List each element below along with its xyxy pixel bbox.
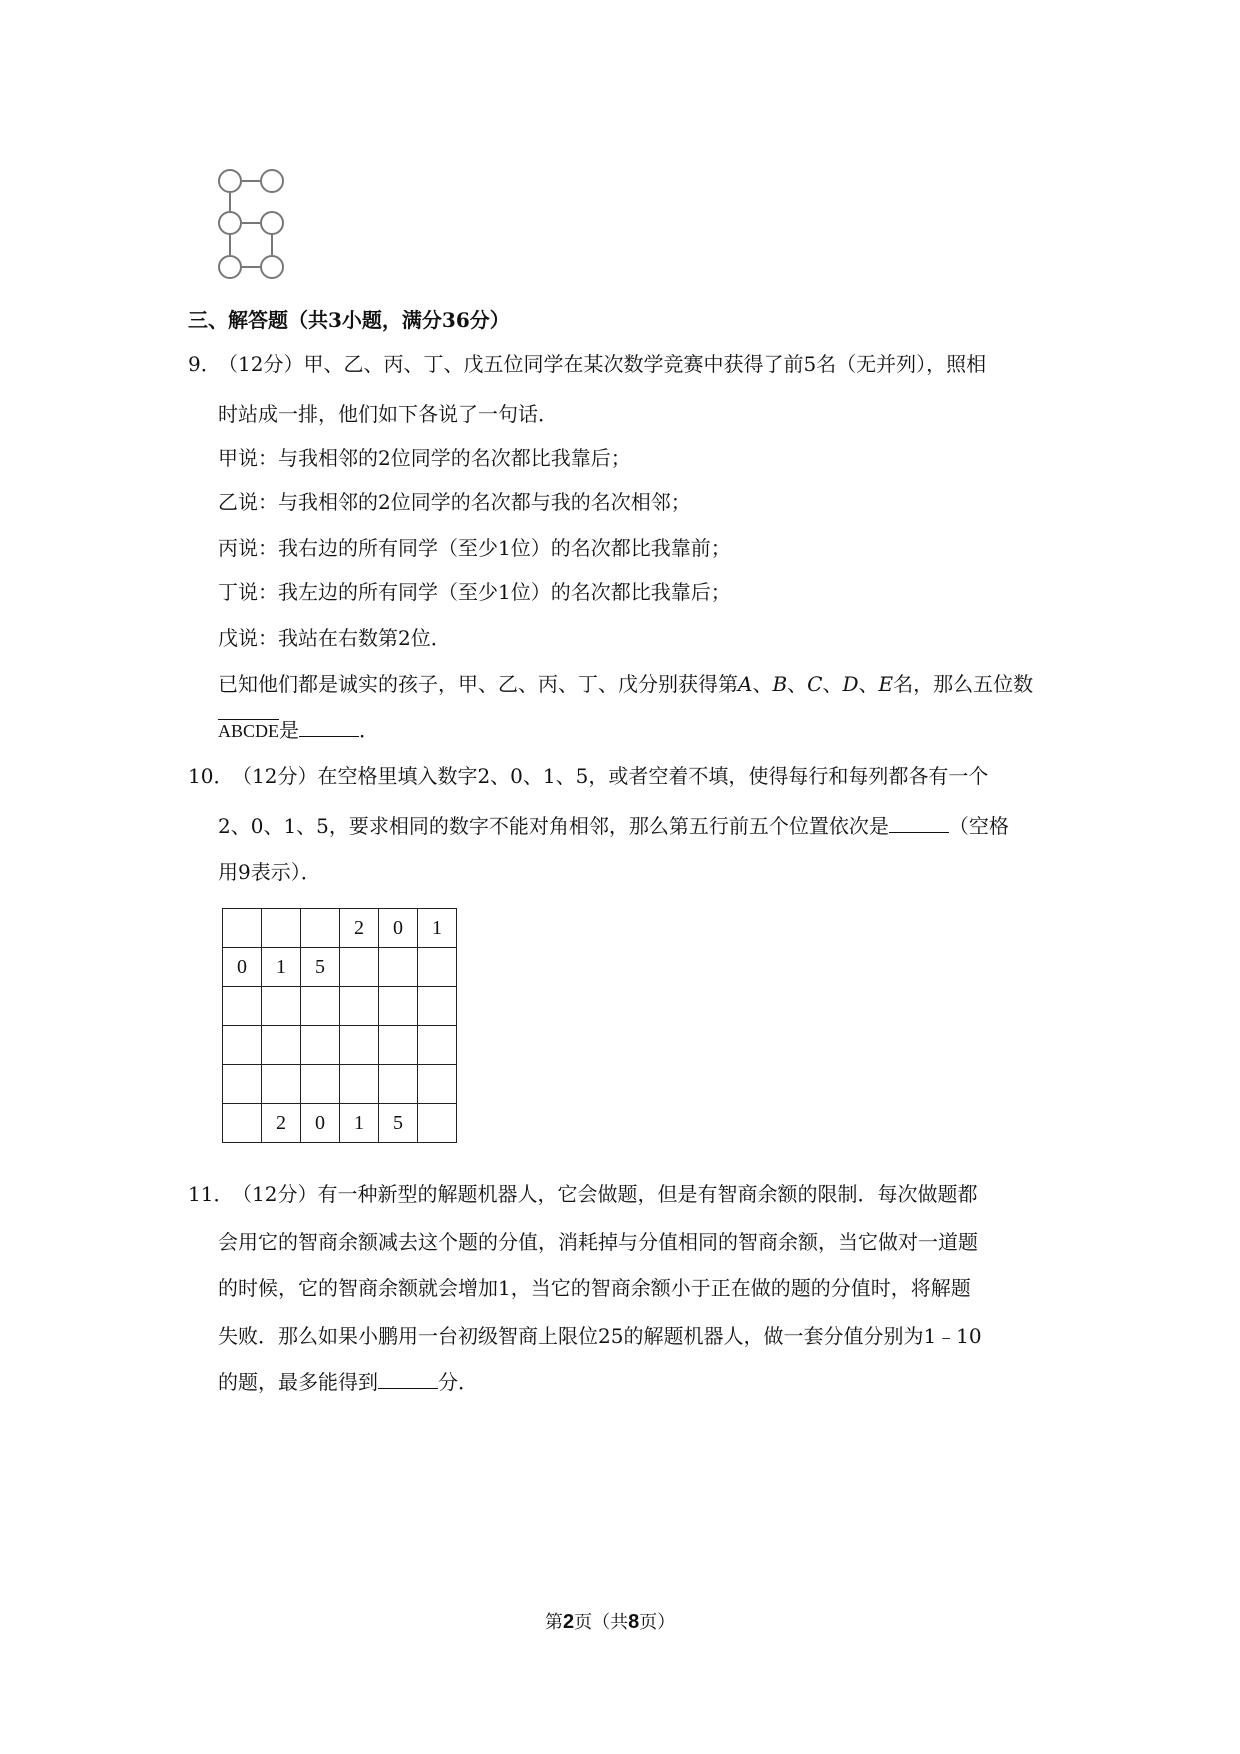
- grid-row: [223, 909, 457, 948]
- page-footer: [545, 1608, 675, 1634]
- question-10-number: 10．: [188, 764, 234, 788]
- letter-c: C: [807, 672, 823, 696]
- question-9-line-8: 已知他们都是诚实的孩子，甲、乙、丙、丁、戊分别获得第A、B、C、D、E名，那么五位数: [218, 672, 1034, 696]
- footer-mid: 页（共: [574, 1612, 629, 1633]
- letter-b: B: [772, 672, 788, 696]
- grid-cell: 1: [418, 909, 457, 948]
- question-9-answer-line: [218, 716, 379, 744]
- grid-row: [223, 1104, 457, 1143]
- grid-cell: [301, 909, 340, 948]
- question-9-suffix: 名，那么五位数: [893, 672, 1034, 696]
- question-9-prefix: 已知他们都是诚实的孩子，甲、乙、丙、丁、戊分别获得第: [218, 672, 738, 696]
- question-11-number: 11．: [188, 1182, 234, 1206]
- grid-cell: [379, 1026, 418, 1065]
- question-11-line-5-text: 的题，最多能得到: [218, 1370, 378, 1394]
- grid-cell: 0: [223, 948, 262, 987]
- answer-blank-11: [378, 1370, 438, 1389]
- circles-diagram: [218, 166, 298, 282]
- question-11-line-2: 会用它的智商余额减去这个题的分值，消耗掉与分值相同的智商余额，当它做对一道题: [218, 1230, 978, 1254]
- grid-cell: [262, 909, 301, 948]
- grid-cell: [262, 987, 301, 1026]
- question-11-line-3: 的时候，它的智商余额就会增加1，当它的智商余额小于正在做的题的分值时，将解题: [218, 1276, 971, 1300]
- number-grid: [222, 908, 457, 1143]
- grid-cell: [418, 987, 457, 1026]
- grid-cell: [418, 1104, 457, 1143]
- footer-suffix: 页）: [639, 1612, 676, 1633]
- grid-cell: 0: [379, 909, 418, 948]
- question-10-line-2-suffix: （空格: [948, 814, 1009, 838]
- answer-blank-9: [299, 718, 359, 737]
- grid-cell: 2: [262, 1104, 301, 1143]
- grid-cell: [418, 948, 457, 987]
- grid-cell: [262, 1026, 301, 1065]
- question-10-line-3: 用9表示）．: [218, 860, 321, 884]
- letter-d: D: [842, 672, 859, 696]
- grid-cell: 1: [262, 948, 301, 987]
- grid-cell: [223, 1026, 262, 1065]
- grid-cell: [340, 1026, 379, 1065]
- question-10-line-1: （12分）在空格里填入数字2、0、1、5，或者空着不填，使得每行和每列都各有一个: [232, 764, 989, 788]
- question-9-line-3: 甲说：与我相邻的2位同学的名次都比我靠后；: [218, 446, 631, 470]
- footer-page-number: 2: [563, 1611, 575, 1633]
- grid-cell: [418, 1065, 457, 1104]
- question-9-answer-text: 是: [279, 718, 300, 742]
- grid-row: [223, 1026, 457, 1065]
- question-11-line-4: 失败．那么如果小鹏用一台初级智商上限位25的解题机器人，做一套分值分别为1﹣10: [218, 1324, 982, 1348]
- overline-abcde: ABCDE: [218, 721, 280, 741]
- grid-cell: [223, 1065, 262, 1104]
- question-9-line-4: 乙说：与我相邻的2位同学的名次都与我的名次相邻；: [218, 490, 691, 514]
- question-9-line-2: 时站成一排，他们如下各说了一句话．: [218, 402, 558, 426]
- grid-cell: 5: [379, 1104, 418, 1143]
- grid-row: [223, 1065, 457, 1104]
- grid-cell: [379, 1065, 418, 1104]
- grid-cell: [379, 948, 418, 987]
- grid-cell: [223, 987, 262, 1026]
- section-title: 三、解答题（共3小题，满分36分）: [188, 308, 510, 332]
- grid-cell: 5: [301, 948, 340, 987]
- question-9-line-1: （12分）甲、乙、丙、丁、戊五位同学在某次数学竞赛中获得了前5名（无并列），照相: [218, 352, 987, 376]
- grid-cell: [301, 1065, 340, 1104]
- question-9-line-7: 戊说：我站在右数第2位．: [218, 626, 451, 650]
- grid-cell: [379, 987, 418, 1026]
- footer-prefix: 第: [545, 1612, 563, 1633]
- grid-cell: [301, 1026, 340, 1065]
- grid-cell: [418, 1026, 457, 1065]
- grid-row: [223, 987, 457, 1026]
- letter-a: A: [738, 672, 753, 696]
- question-11-line-5: [218, 1368, 478, 1396]
- question-11-end: 分．: [438, 1370, 478, 1394]
- footer-total-pages: 8: [628, 1611, 640, 1633]
- grid-cell: [223, 1104, 262, 1143]
- grid-cell: [340, 948, 379, 987]
- grid-cell: [262, 1065, 301, 1104]
- grid-cell: [223, 909, 262, 948]
- question-9-end: ．: [359, 718, 380, 742]
- question-11-line-1: （12分）有一种新型的解题机器人，它会做题，但是有智商余额的限制．每次做题都: [232, 1182, 978, 1206]
- grid-cell: 2: [340, 909, 379, 948]
- answer-blank-10: [889, 814, 949, 833]
- question-9-line-5: 丙说：我右边的所有同学（至少1位）的名次都比我靠前；: [218, 536, 731, 560]
- question-10-line-2: [218, 812, 1009, 840]
- question-9-line-6: 丁说：我左边的所有同学（至少1位）的名次都比我靠后；: [218, 580, 731, 604]
- letter-e: E: [878, 672, 894, 696]
- grid-cell: [301, 987, 340, 1026]
- grid-cell: 1: [340, 1104, 379, 1143]
- question-10-line-2-text: 2、0、1、5，要求相同的数字不能对角相邻，那么第五行前五个位置依次是: [218, 814, 889, 838]
- grid-cell: 0: [301, 1104, 340, 1143]
- grid-row: [223, 948, 457, 987]
- grid-cell: [340, 1065, 379, 1104]
- grid-cell: [340, 987, 379, 1026]
- question-9-number: 9．: [188, 352, 221, 376]
